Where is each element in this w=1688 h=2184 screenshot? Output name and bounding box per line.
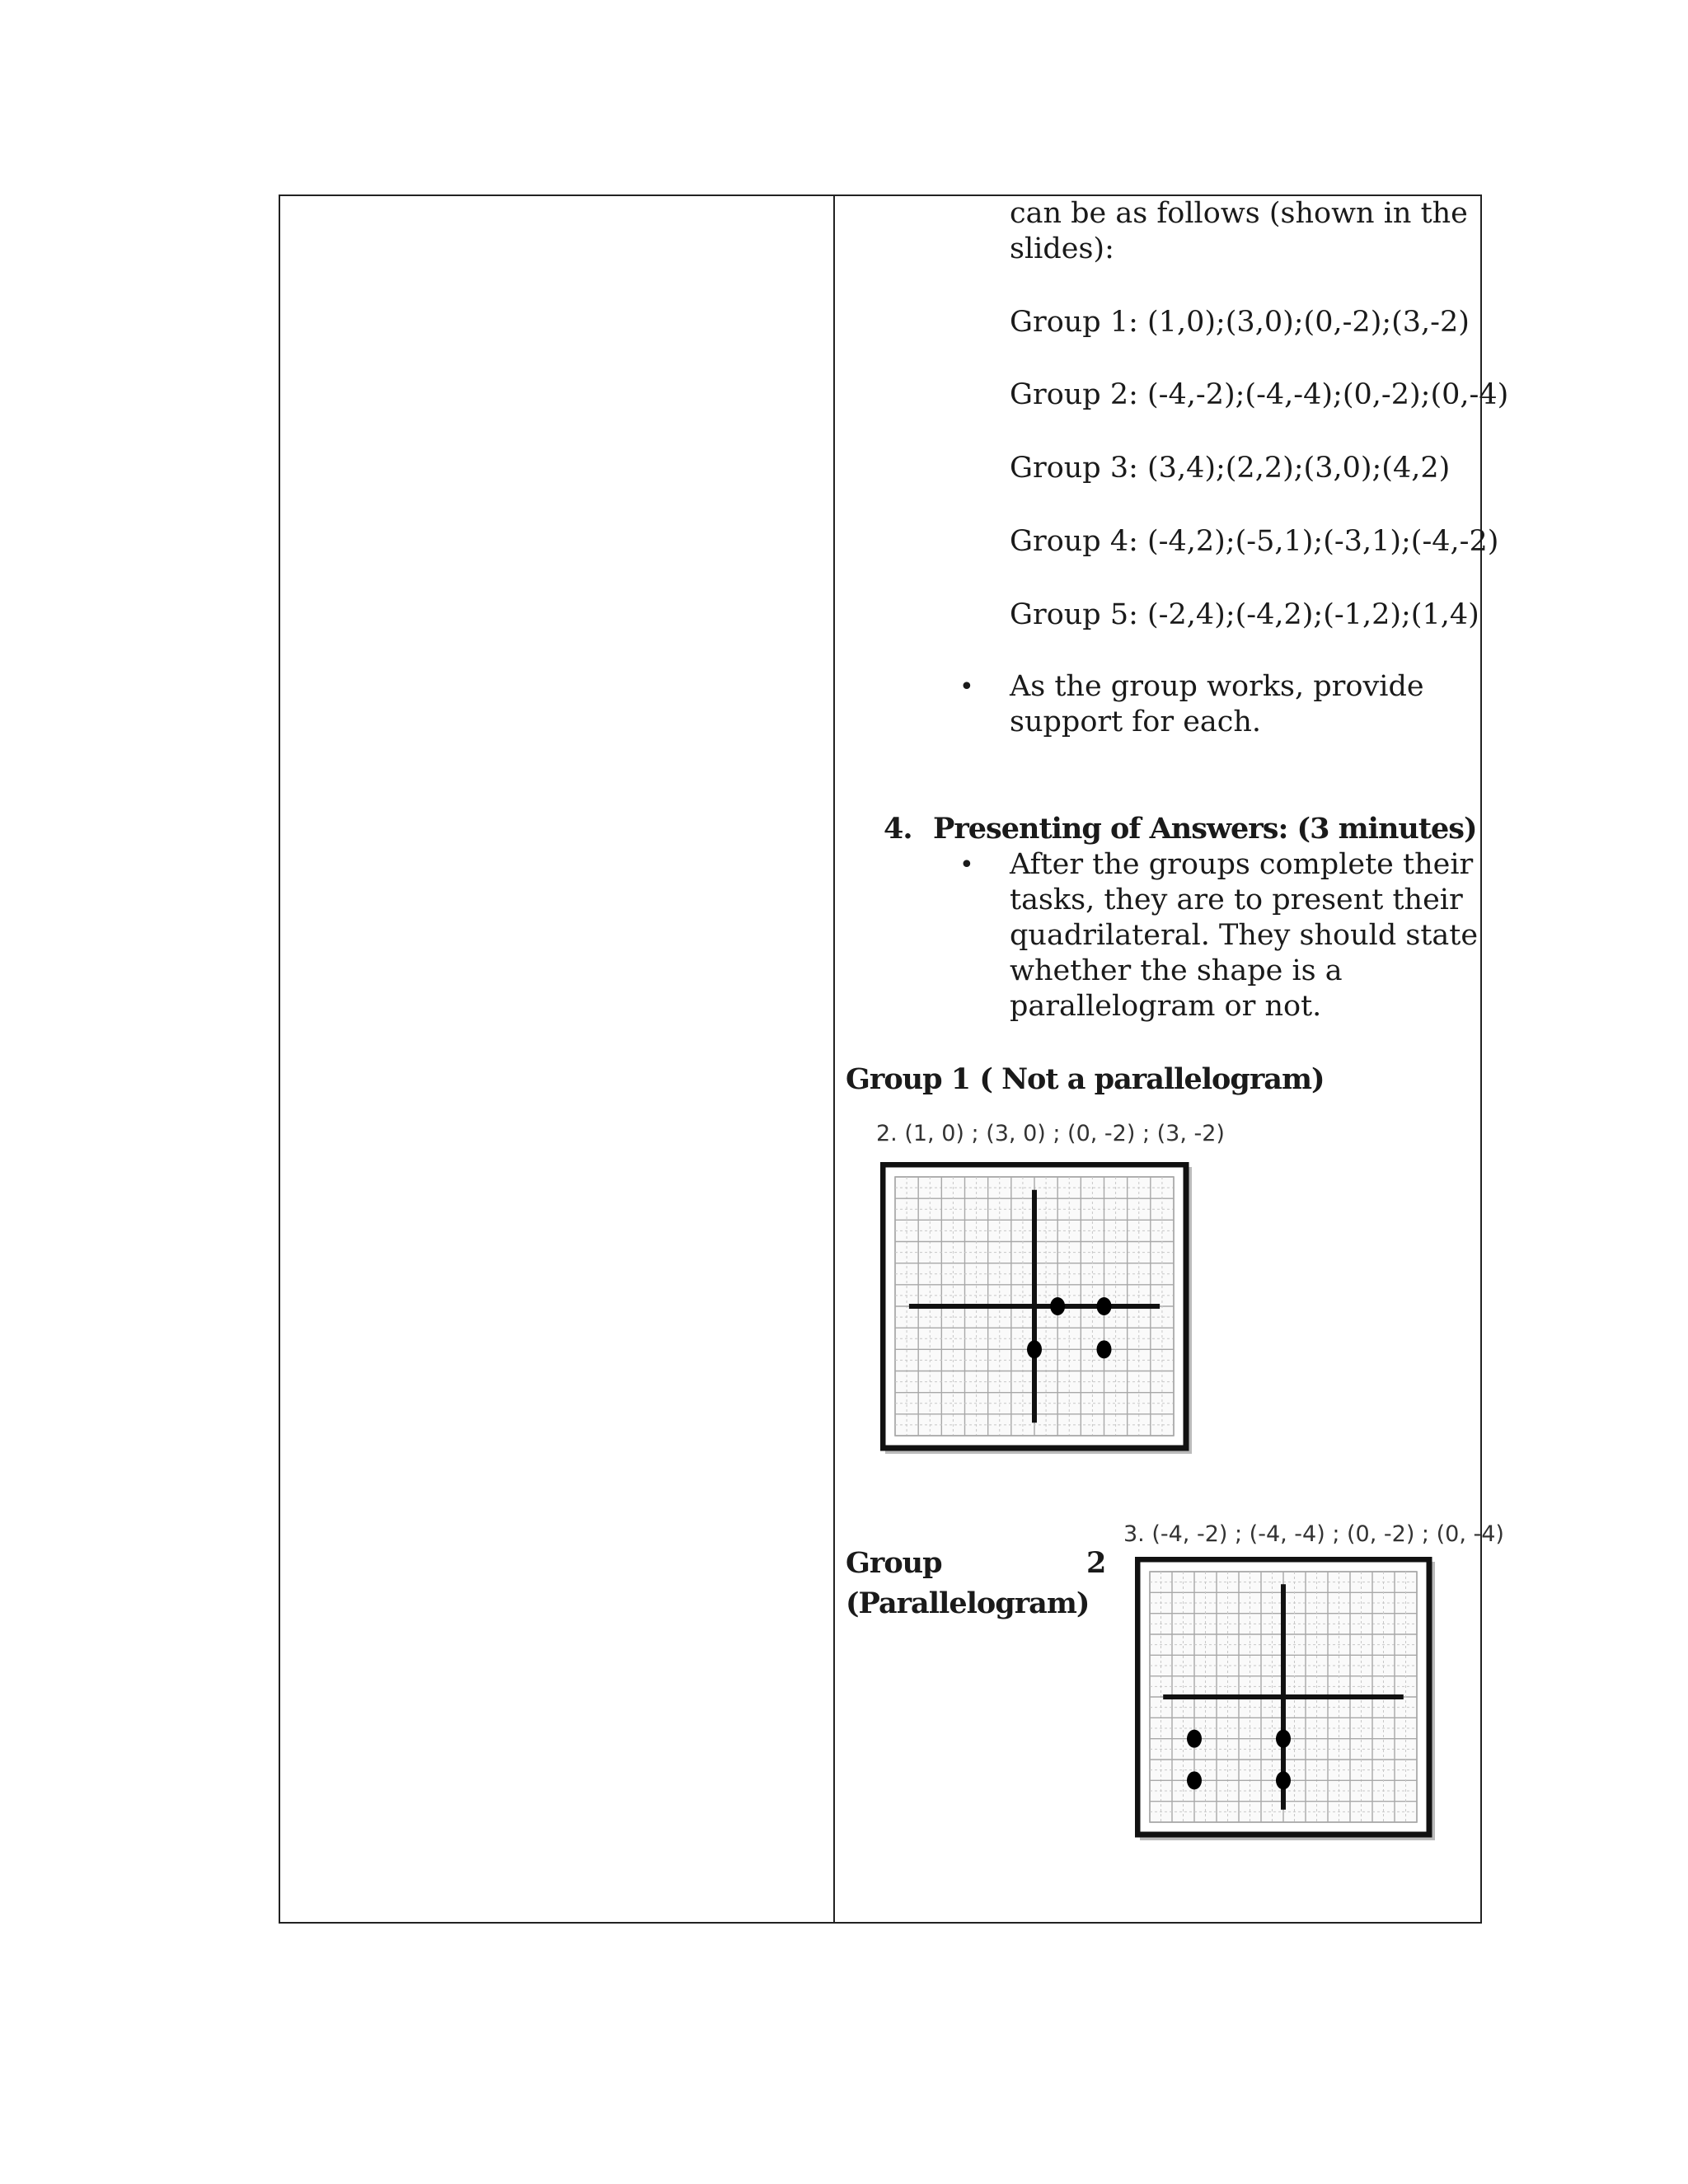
group-1-point-3 bbox=[1027, 1340, 1042, 1358]
group-2-point-3 bbox=[1276, 1730, 1291, 1748]
section-4-number: 4. bbox=[884, 812, 912, 846]
group-2-heading-sub: (Parallelogram) bbox=[846, 1586, 1090, 1620]
intro-line-1: can be as follows (shown in the bbox=[1010, 197, 1468, 230]
group-2-heading-number: 2 bbox=[1086, 1546, 1106, 1580]
group-1-heading: Group 1 ( Not a parallelogram) bbox=[846, 1062, 1325, 1096]
group-2-heading-word: Group bbox=[846, 1546, 942, 1580]
column-divider bbox=[833, 196, 835, 1922]
group-1-point-4 bbox=[1097, 1340, 1112, 1358]
group-1-coordinate-grid bbox=[880, 1162, 1193, 1455]
bullet-marker: • bbox=[959, 851, 974, 879]
group-coords-2: Group 2: (-4,-2);(-4,-4);(0,-2);(0,-4) bbox=[1010, 378, 1509, 411]
group-coords-4: Group 4: (-4,2);(-5,1);(-3,1);(-4,-2) bbox=[1010, 525, 1499, 558]
section-4-line-2: tasks, they are to present their bbox=[1010, 883, 1463, 916]
group-1-point-2 bbox=[1097, 1297, 1112, 1315]
intro-line-2: slides): bbox=[1010, 232, 1114, 265]
group-2-coordinate-grid bbox=[1135, 1557, 1437, 1842]
section-4-heading bbox=[884, 811, 1477, 846]
group-2-point-4 bbox=[1276, 1771, 1291, 1789]
group-1-caption: 2. (1, 0) ; (3, 0) ; (0, -2) ; (3, -2) bbox=[876, 1121, 1225, 1146]
support-line-1: As the group works, provide bbox=[1010, 670, 1424, 703]
section-4-title: Presenting of Answers: (3 minutes) bbox=[933, 812, 1477, 846]
section-4-line-5: parallelogram or not. bbox=[1010, 990, 1322, 1023]
group-1-point-1 bbox=[1050, 1297, 1065, 1315]
section-4-line-1: After the groups complete their bbox=[1010, 848, 1474, 881]
group-coords-5: Group 5: (-2,4);(-4,2);(-1,2);(1,4) bbox=[1010, 598, 1479, 631]
group-2-caption: 3. (-4, -2) ; (-4, -4) ; (0, -2) ; (0, -4) bbox=[1123, 1521, 1504, 1547]
bullet-marker: • bbox=[959, 673, 974, 701]
group-2-point-1 bbox=[1187, 1730, 1202, 1748]
section-4-line-4: whether the shape is a bbox=[1010, 954, 1343, 987]
group-coords-3: Group 3: (3,4);(2,2);(3,0);(4,2) bbox=[1010, 452, 1451, 485]
support-line-2: support for each. bbox=[1010, 705, 1262, 738]
section-4-line-3: quadrilateral. They should state bbox=[1010, 919, 1479, 952]
group-2-point-2 bbox=[1187, 1771, 1202, 1789]
group-coords-1: Group 1: (1,0);(3,0);(0,-2);(3,-2) bbox=[1010, 306, 1470, 339]
